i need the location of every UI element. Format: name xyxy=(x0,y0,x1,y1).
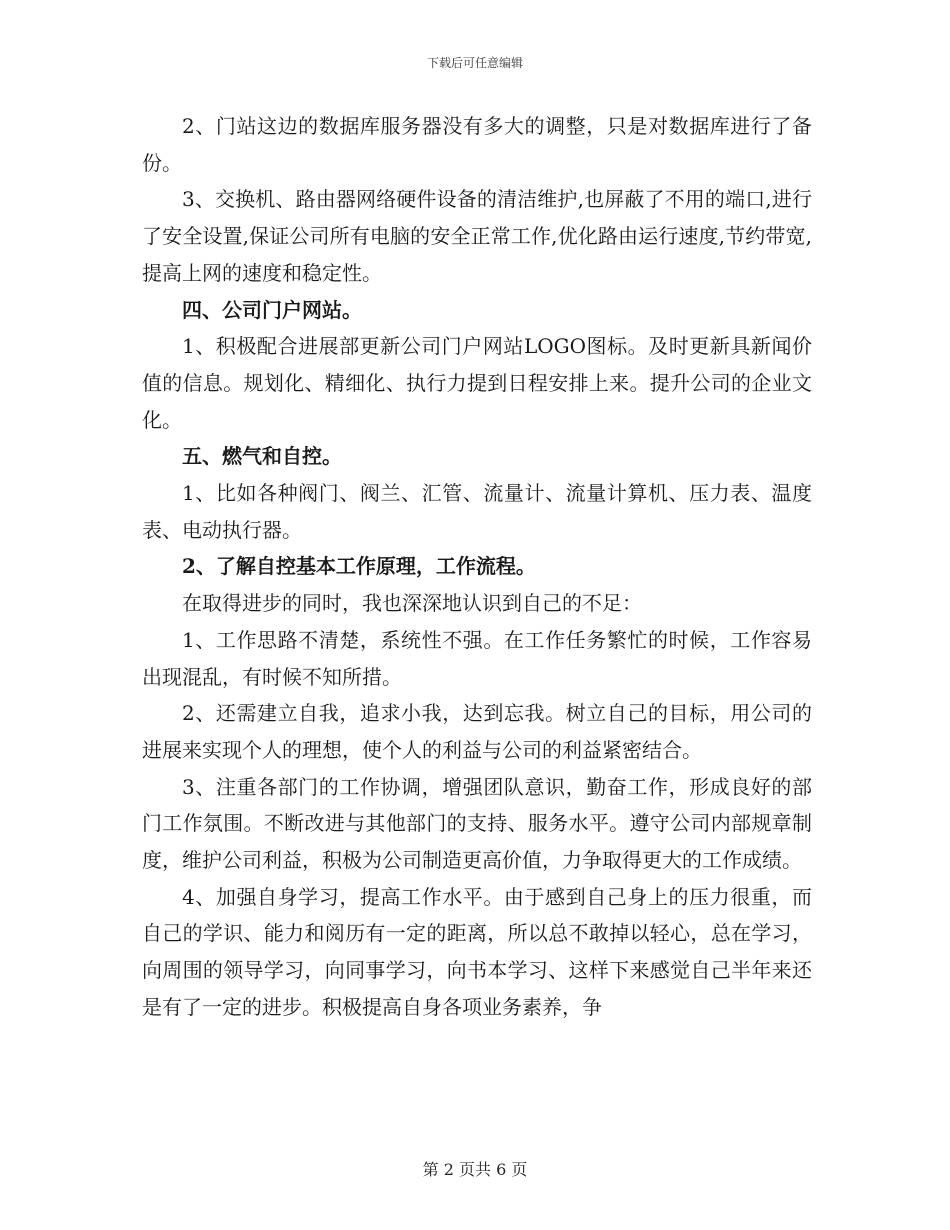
paragraph-4: 1、比如各种阀门、阀兰、汇管、流量计、流量计算机、压力表、温度表、电动执行器。 xyxy=(142,481,812,542)
paragraph-1: 2、门站这边的数据库服务器没有多大的调整，只是对数据库进行了备份。 xyxy=(142,114,812,175)
section-heading-4: 四、公司门户网站。 xyxy=(182,297,362,322)
paragraph-3: 1、积极配合进展部更新公司门户网站LOGO图标。及时更新具新闻价值的信息。规划化、精细化、执行力提到日程安排上来。提升公司的企业文化。 xyxy=(142,334,812,432)
paragraph-9: 4、加强自身学习，提高工作水平。由于感到自己身上的压力很重，而自己的学识、能力和阅历有一定的距离，所以总不敢掉以轻心，总在学习，向周围的领导学习，向同事学习，向书本学习、这样下来感觉自己半年来还是有了一定的进步。积极提高自身各项业务素养，争 xyxy=(142,884,812,1019)
paragraph-2: 3、交换机、路由器网络硬件设备的清洁维护,也屏蔽了不用的端口,进行了安全设置,保证公司所有电脑的安全正常工作,优化路由运行速度,节约带宽,提高上网的速度和稳定性。 xyxy=(142,187,812,285)
paragraph-5: 在取得进步的同时，我也深深地认识到自己的不足： xyxy=(182,591,642,616)
paragraph-7: 2、还需建立自我，追求小我，达到忘我。树立自己的目标，用公司的进展来实现个人的理想，使个人的利益与公司的利益紧密结合。 xyxy=(142,701,812,762)
section-heading-5: 五、燃气和自控。 xyxy=(182,444,342,469)
paragraph-6: 1、工作思路不清楚，系统性不强。在工作任务繁忙的时候，工作容易出现混乱，有时候不知所措。 xyxy=(142,627,812,689)
document-body xyxy=(142,108,812,1026)
page-header: 下载后可任意编辑 xyxy=(426,56,523,70)
subheading-2: 2、了解自控基本工作原理，工作流程。 xyxy=(182,554,536,579)
paragraph-8: 3、注重各部门的工作协调，增强团队意识，勤奋工作，形成良好的部门工作氛围。不断改进与其他部门的支持、服务水平。遵守公司内部规章制度，维护公司利益，积极为公司制造更高价值，力争取得更大的工作成绩。 xyxy=(142,774,812,873)
page-footer: 第 2 页共 6 页 xyxy=(422,1160,528,1179)
